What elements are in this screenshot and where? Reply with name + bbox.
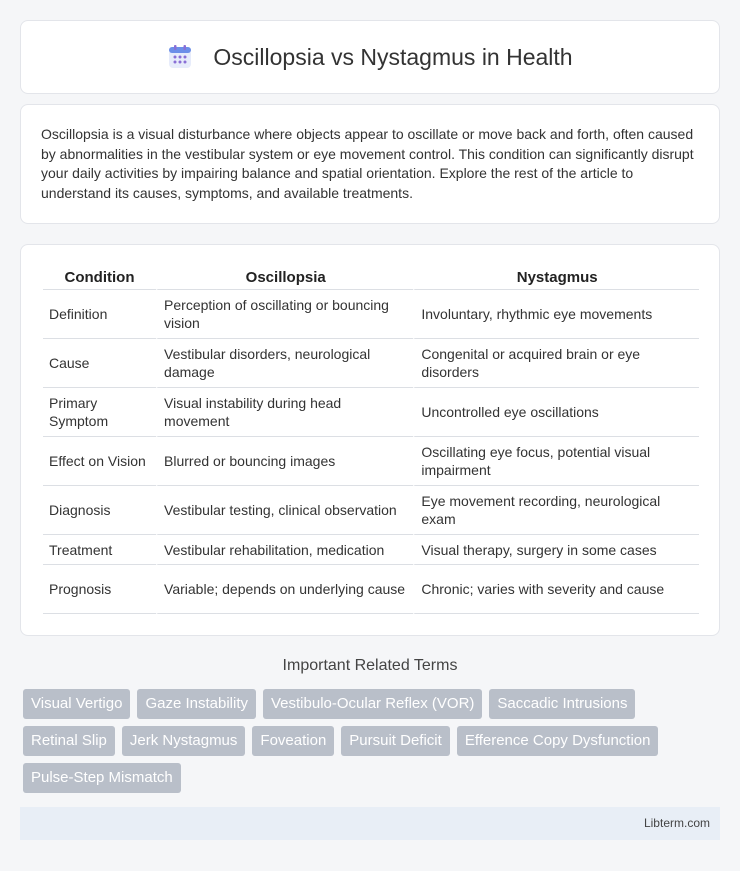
column-header-nystagmus: Nystagmus <box>413 265 699 290</box>
term-tag[interactable]: Jerk Nystagmus <box>122 726 246 756</box>
table-cell: Involuntary, rhythmic eye movements <box>413 290 699 339</box>
row-label: Primary Symptom <box>43 388 156 437</box>
term-tag[interactable]: Gaze Instability <box>137 689 256 719</box>
header-card <box>20 20 720 94</box>
table-cell: Eye movement recording, neurological exam <box>413 486 699 535</box>
table-row <box>43 339 699 388</box>
table-cell: Blurred or bouncing images <box>156 437 413 486</box>
term-tag[interactable]: Pulse-Step Mismatch <box>23 763 181 793</box>
row-label: Treatment <box>43 535 156 565</box>
table-cell: Visual therapy, surgery in some cases <box>413 535 699 565</box>
term-tag[interactable]: Efference Copy Dysfunction <box>457 726 659 756</box>
row-label: Effect on Vision <box>43 437 156 486</box>
table-cell: Chronic; varies with severity and cause <box>413 565 699 614</box>
term-tag[interactable]: Vestibulo-Ocular Reflex (VOR) <box>263 689 482 719</box>
table-row <box>43 486 699 535</box>
footer <box>20 807 720 840</box>
table-cell: Vestibular disorders, neurological damage <box>156 339 413 388</box>
term-tag[interactable]: Pursuit Deficit <box>341 726 450 756</box>
table-row <box>43 290 699 339</box>
table-cell: Uncontrolled eye oscillations <box>413 388 699 437</box>
table-cell: Oscillating eye focus, potential visual impairment <box>413 437 699 486</box>
row-label: Cause <box>43 339 156 388</box>
row-label: Prognosis <box>43 565 156 614</box>
comparison-table <box>43 265 699 614</box>
table-cell: Vestibular rehabilitation, medication <box>156 535 413 565</box>
term-tag[interactable]: Saccadic Intrusions <box>489 689 635 719</box>
column-header-oscillopsia: Oscillopsia <box>156 265 413 290</box>
row-label: Definition <box>43 290 156 339</box>
table-row <box>43 535 699 565</box>
row-label: Diagnosis <box>43 486 156 535</box>
table-cell: Perception of oscillating or bouncing vision <box>156 290 413 339</box>
table-row <box>43 437 699 486</box>
table-cell: Vestibular testing, clinical observation <box>156 486 413 535</box>
table-row <box>43 388 699 437</box>
intro-card <box>20 104 720 224</box>
comparison-table-card <box>20 244 720 636</box>
page-title: Oscillopsia vs Nystagmus in Health <box>213 43 573 70</box>
table-cell: Variable; depends on underlying cause <box>156 565 413 614</box>
table-cell: Visual instability during head movement <box>156 388 413 437</box>
table-cell: Congenital or acquired brain or eye disorders <box>413 339 699 388</box>
table-header-row <box>43 265 699 290</box>
column-header-condition: Condition <box>43 265 156 290</box>
related-terms-list <box>23 689 723 800</box>
calendar-grid-icon <box>167 44 193 70</box>
term-tag[interactable]: Foveation <box>252 726 334 756</box>
term-tag[interactable]: Retinal Slip <box>23 726 115 756</box>
intro-paragraph: Oscillopsia is a visual disturbance where objects appear to oscillate or move back and forth, often caused by abnormalities in the vestibular system or eye movement control. This condition can significantly disrupt your daily activities by impairing balance and spatial orientation. Explore the rest of the article to understand its causes, symptoms, and available treatments. <box>41 126 694 201</box>
term-tag[interactable]: Visual Vertigo <box>23 689 130 719</box>
footer-site-link[interactable]: Libterm.com <box>643 816 710 830</box>
table-row <box>43 565 699 614</box>
related-terms-heading: Important Related Terms <box>282 657 458 674</box>
